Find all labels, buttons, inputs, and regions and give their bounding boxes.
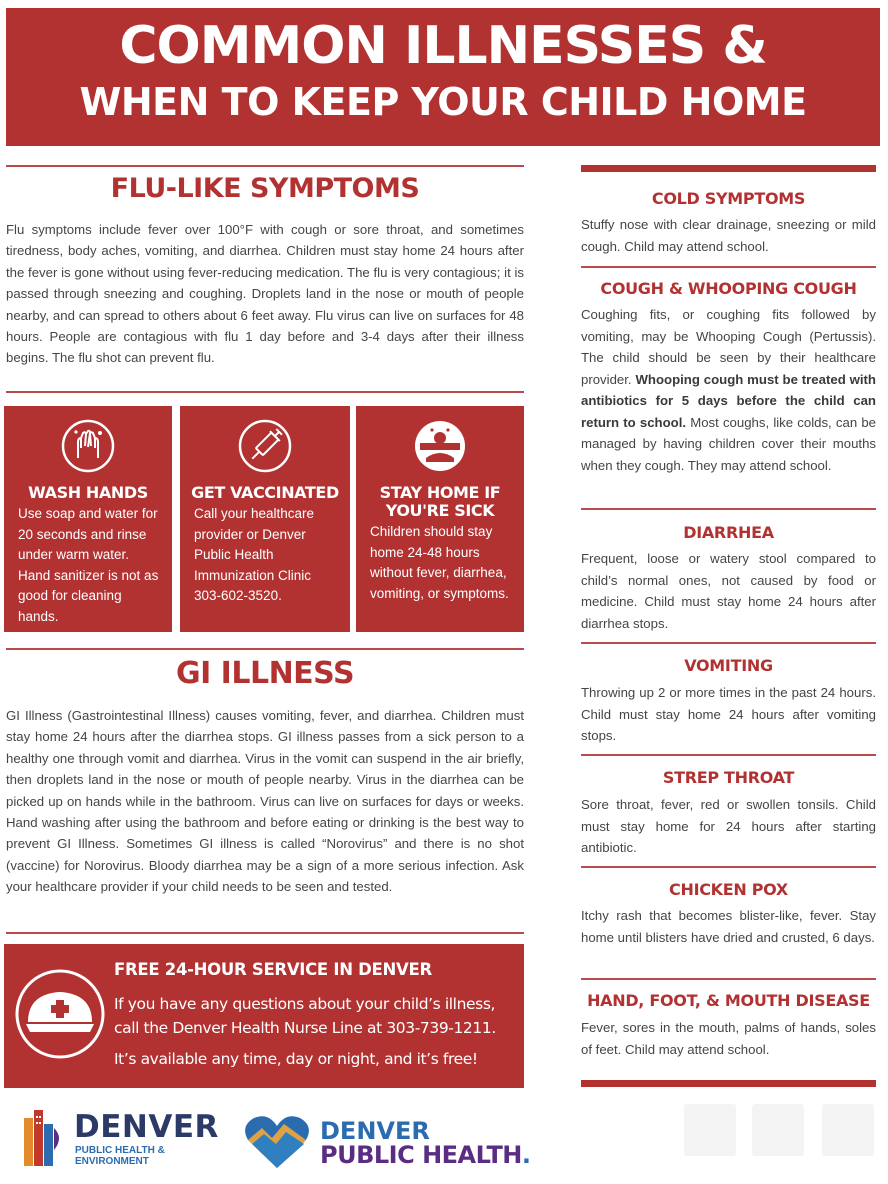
logo2-public-health-words: PUBLIC HEALTH xyxy=(320,1141,522,1169)
tip-body: Use soap and water for 20 seconds and rinse under warm water. Hand sanitizer is not as good for cleaning hands. xyxy=(18,506,159,624)
tip-stay-home xyxy=(356,406,524,632)
chicken-pox-heading: CHICKEN POX xyxy=(669,880,788,899)
vomiting-body: Throwing up 2 or more times in the past 24 hours. Child must stay home 24 hours after vomiting stops. xyxy=(581,685,876,743)
city-skyline-icon xyxy=(24,1110,64,1166)
logo-denver-text: DENVER xyxy=(74,1109,219,1145)
nurse-availability: It’s available any time, day or night, and it’s free! xyxy=(114,1050,478,1068)
cough-heading: COUGH & WHOOPING COUGH xyxy=(600,279,857,298)
logo2-dot: . xyxy=(521,1141,531,1169)
gi-paragraph: GI Illness (Gastrointestinal Illness) causes vomiting, fever, and diarrhea. Children must stay home 24 hours after the diarrhea stops. GI illness passes from a sick person to a healthy one through vomit and diarrhea. Virus in the vomit can suspend in the air briefly, then droplets land in the nose or mouth of people nearby. Virus in the diarrhea can be picked up on hands while in the bathroom. Virus can live on surfaces for days or weeks. Hand washing after using the bathroom and before eating or drinking is the best way to prevent GI Illness. Sometimes GI illness is called “Norovirus” and there is no shot (vaccine) for Norovirus. Bloody diarrhea may be a sign of a more serious infection. Ask your healthcare provider if your child needs to be seen and tested. xyxy=(6,708,524,895)
nurse-body: If you have any questions about your child’s illness, call the Denver Health Nurse Line at 303-739-1211. xyxy=(114,995,496,1037)
diarrhea-heading: DIARRHEA xyxy=(683,523,774,542)
logo2-public-health-text xyxy=(320,1142,531,1168)
tip-title: GET VACCINATED xyxy=(191,483,339,502)
watermark-icon xyxy=(684,1104,736,1156)
chicken-pox-body: Itchy rash that becomes blister-like, fever. Stay home until blisters have dried and crusted, 6 days. xyxy=(581,908,876,945)
flu-paragraph: Flu symptoms include fever over 100°F with cough or sore throat, and sometimes tiredness, body aches, vomiting, and diarrhea. Children must stay home 24 hours after the fever is gone without using fever-reducing medication. The flu is very contagious; it is passed through sneezing and coughing. Droplets land in the nose or mouth of people nearby, and can spread to others about 6 feet away. Flu virus can live on surfaces for 48 hours. People are contagious with flu 1 day before and 3-4 days after their illness begins. The flu shot can prevent flu. xyxy=(6,222,524,366)
divider xyxy=(581,642,876,644)
heart-mountain-icon xyxy=(242,1114,312,1170)
gi-heading: GI ILLNESS xyxy=(175,656,355,691)
tip-get-vaccinated xyxy=(180,406,350,632)
divider xyxy=(6,648,524,650)
denver-public-health-logo xyxy=(242,1114,532,1170)
cough-body xyxy=(581,304,876,476)
divider xyxy=(6,165,524,167)
diarrhea-body: Frequent, loose or watery stool compared to child’s normal ones, not caused by food or medicine. Child must stay home 24 hours after diarrhea stops. xyxy=(581,551,876,631)
tip-title: STAY HOME IF YOU'RE SICK xyxy=(379,483,501,520)
nurse-line-callout xyxy=(4,944,524,1088)
divider xyxy=(6,932,524,934)
sick-person-icon xyxy=(412,418,468,474)
tip-body: Call your healthcare provider or Denver Public Health Immunization Clinic 303-602-3520. xyxy=(194,506,315,603)
divider xyxy=(581,1080,876,1087)
nurse-heading: FREE 24-HOUR SERVICE IN DENVER xyxy=(114,960,432,979)
cough-text-2: Most coughs, like colds, can be managed by having children cover their mouths when they cough. They may attend school. xyxy=(581,414,876,473)
strep-body: Sore throat, fever, red or swollen tonsils. Child must stay home for 24 hours after starting antibiotic. xyxy=(581,797,876,855)
prevention-tips xyxy=(4,406,524,632)
washing-hands-icon xyxy=(60,418,116,474)
tip-title: WASH HANDS xyxy=(28,483,148,502)
watermark-icon xyxy=(752,1104,804,1156)
cold-heading: COLD SYMPTOMS xyxy=(651,189,806,208)
logo2-denver-text: DENVER xyxy=(320,1117,430,1145)
watermark-icon xyxy=(822,1104,874,1156)
tip-body: Children should stay home 24-48 hours without fever, diarrhea, vomiting, or symptoms. xyxy=(370,524,509,601)
logo-sub-line-1: PUBLIC HEALTH & xyxy=(75,1145,165,1156)
title-line-2: WHEN TO KEEP YOUR CHILD HOME xyxy=(79,80,807,124)
divider xyxy=(581,266,876,268)
hfm-heading: HAND, FOOT, & MOUTH DISEASE xyxy=(587,991,870,1010)
divider xyxy=(581,978,876,980)
tip-wash-hands xyxy=(4,406,172,632)
strep-heading: STREP THROAT xyxy=(662,768,795,787)
vomiting-heading: VOMITING xyxy=(684,656,773,675)
cough-emphasis: Whooping cough must be treated with antibiotics for 5 days before the child can return to school. xyxy=(581,371,876,430)
nurse-cap-icon xyxy=(14,968,106,1060)
flu-heading: FLU-LIKE SYMPTOMS xyxy=(110,173,420,204)
divider xyxy=(6,391,524,393)
cold-body: Stuffy nose with clear drainage, sneezing or mild cough. Child may attend school. xyxy=(581,217,876,254)
title-line-1: COMMON ILLNESSES & xyxy=(119,16,767,76)
logo-sub-line-2: ENVIRONMENT xyxy=(75,1156,149,1167)
divider xyxy=(581,866,876,868)
title-banner xyxy=(6,8,880,146)
divider xyxy=(581,508,876,510)
cough-text: Coughing fits, or coughing fits followed by vomiting, may be Whooping Cough (Pertussis). The child should be seen by their healthcare provider. xyxy=(581,307,876,387)
denver-public-health-environment-logo xyxy=(24,1110,224,1170)
divider xyxy=(581,165,876,172)
syringe-icon xyxy=(237,418,293,474)
divider xyxy=(581,754,876,756)
hfm-body: Fever, sores in the mouth, palms of hands, soles of feet. Child may attend school. xyxy=(581,1020,876,1057)
